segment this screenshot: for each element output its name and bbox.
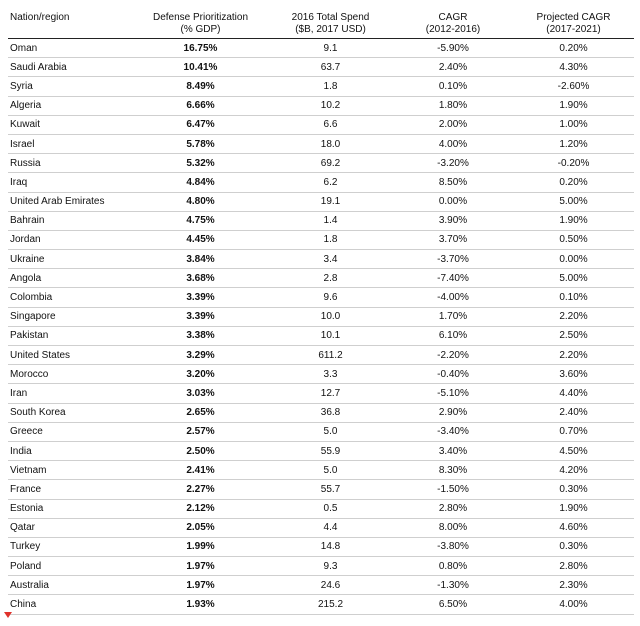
cell-projected-cagr: 0.20%: [513, 39, 634, 58]
cell-nation: Greece: [8, 422, 133, 441]
cell-nation: Australia: [8, 576, 133, 595]
cell-projected-cagr: 2.30%: [513, 576, 634, 595]
cell-nation: Iraq: [8, 173, 133, 192]
cell-projected-cagr: 1.90%: [513, 499, 634, 518]
header-nation: [8, 12, 133, 39]
cell-defense-prioritization: 1.97%: [133, 557, 268, 576]
table-row: [8, 537, 634, 556]
cell-defense-prioritization: 2.12%: [133, 499, 268, 518]
header-defense-line1: Defense Prioritization: [152, 12, 249, 23]
defense-spending-table: [8, 12, 634, 615]
cell-total-spend: 19.1: [268, 192, 393, 211]
table-row: [8, 480, 634, 499]
cell-projected-cagr: 0.50%: [513, 230, 634, 249]
cell-total-spend: 36.8: [268, 403, 393, 422]
table-row: [8, 96, 634, 115]
cell-total-spend: 12.7: [268, 384, 393, 403]
cell-cagr: 1.80%: [393, 96, 513, 115]
cell-nation: Pakistan: [8, 326, 133, 345]
cell-defense-prioritization: 4.75%: [133, 211, 268, 230]
cell-total-spend: 69.2: [268, 154, 393, 173]
red-triangle-icon: [4, 612, 12, 618]
table-row: [8, 365, 634, 384]
cell-defense-prioritization: 2.50%: [133, 441, 268, 460]
cell-cagr: 4.00%: [393, 134, 513, 153]
cell-defense-prioritization: 3.20%: [133, 365, 268, 384]
cell-total-spend: 55.9: [268, 441, 393, 460]
cell-defense-prioritization: 4.84%: [133, 173, 268, 192]
cell-cagr: -7.40%: [393, 269, 513, 288]
cell-nation: Turkey: [8, 537, 133, 556]
cell-projected-cagr: 2.20%: [513, 346, 634, 365]
cell-cagr: -3.20%: [393, 154, 513, 173]
cell-total-spend: 3.3: [268, 365, 393, 384]
cell-projected-cagr: 5.00%: [513, 269, 634, 288]
cell-projected-cagr: 4.60%: [513, 518, 634, 537]
header-cagr-line1: CAGR: [438, 12, 468, 23]
cell-nation: Algeria: [8, 96, 133, 115]
cell-cagr: -3.80%: [393, 537, 513, 556]
cell-cagr: 8.30%: [393, 461, 513, 480]
cell-nation: Ukraine: [8, 250, 133, 269]
cell-defense-prioritization: 4.45%: [133, 230, 268, 249]
defense-table-container: [8, 12, 634, 615]
cell-cagr: 6.10%: [393, 326, 513, 345]
cell-defense-prioritization: 1.93%: [133, 595, 268, 614]
cell-nation: China: [8, 595, 133, 614]
cell-projected-cagr: 1.00%: [513, 115, 634, 134]
cell-nation: Jordan: [8, 230, 133, 249]
cell-defense-prioritization: 3.68%: [133, 269, 268, 288]
cell-cagr: 0.00%: [393, 192, 513, 211]
table-header: [8, 12, 634, 39]
cell-nation: India: [8, 441, 133, 460]
cell-projected-cagr: 1.90%: [513, 211, 634, 230]
cell-projected-cagr: 0.30%: [513, 537, 634, 556]
cell-defense-prioritization: 2.27%: [133, 480, 268, 499]
cell-cagr: -4.00%: [393, 288, 513, 307]
header-spend-line1: 2016 Total Spend: [291, 12, 370, 23]
cell-defense-prioritization: 2.05%: [133, 518, 268, 537]
cell-total-spend: 6.2: [268, 173, 393, 192]
cell-defense-prioritization: 3.84%: [133, 250, 268, 269]
cell-nation: Singapore: [8, 307, 133, 326]
cell-projected-cagr: 4.30%: [513, 58, 634, 77]
cell-projected-cagr: 1.20%: [513, 134, 634, 153]
cell-total-spend: 14.8: [268, 537, 393, 556]
cell-cagr: -2.20%: [393, 346, 513, 365]
cell-cagr: 2.00%: [393, 115, 513, 134]
cell-cagr: 3.90%: [393, 211, 513, 230]
cell-total-spend: 6.6: [268, 115, 393, 134]
cell-projected-cagr: 0.20%: [513, 173, 634, 192]
table-row: [8, 576, 634, 595]
cell-total-spend: 5.0: [268, 422, 393, 441]
cell-nation: Syria: [8, 77, 133, 96]
cell-nation: Kuwait: [8, 115, 133, 134]
cell-defense-prioritization: 2.41%: [133, 461, 268, 480]
header-total-spend: [268, 12, 393, 39]
cell-cagr: -3.40%: [393, 422, 513, 441]
table-row: [8, 211, 634, 230]
cell-nation: Angola: [8, 269, 133, 288]
cell-projected-cagr: 2.80%: [513, 557, 634, 576]
cell-projected-cagr: 0.30%: [513, 480, 634, 499]
header-proj-line2: (2017-2021): [546, 24, 601, 35]
table-row: [8, 288, 634, 307]
cell-nation: Vietnam: [8, 461, 133, 480]
cell-defense-prioritization: 5.78%: [133, 134, 268, 153]
header-defense-line2: (% GDP): [180, 24, 221, 35]
cell-total-spend: 4.4: [268, 518, 393, 537]
cell-defense-prioritization: 3.29%: [133, 346, 268, 365]
cell-defense-prioritization: 3.03%: [133, 384, 268, 403]
cell-total-spend: 63.7: [268, 58, 393, 77]
table-row: [8, 115, 634, 134]
cell-total-spend: 0.5: [268, 499, 393, 518]
cell-total-spend: 1.8: [268, 230, 393, 249]
cell-projected-cagr: 2.50%: [513, 326, 634, 345]
table-row: [8, 192, 634, 211]
cell-defense-prioritization: 3.39%: [133, 307, 268, 326]
cell-cagr: -1.30%: [393, 576, 513, 595]
cell-defense-prioritization: 6.66%: [133, 96, 268, 115]
cell-defense-prioritization: 8.49%: [133, 77, 268, 96]
cell-projected-cagr: 4.00%: [513, 595, 634, 614]
cell-cagr: 3.40%: [393, 441, 513, 460]
table-row: [8, 499, 634, 518]
cell-cagr: 1.70%: [393, 307, 513, 326]
cell-projected-cagr: 2.40%: [513, 403, 634, 422]
cell-nation: France: [8, 480, 133, 499]
cell-total-spend: 2.8: [268, 269, 393, 288]
cell-projected-cagr: 5.00%: [513, 192, 634, 211]
cell-defense-prioritization: 6.47%: [133, 115, 268, 134]
header-projected-cagr: [513, 12, 634, 39]
header-defense-prioritization: [133, 12, 268, 39]
cell-nation: Qatar: [8, 518, 133, 537]
cell-defense-prioritization: 4.80%: [133, 192, 268, 211]
table-row: [8, 326, 634, 345]
cell-cagr: 8.00%: [393, 518, 513, 537]
cell-cagr: 2.90%: [393, 403, 513, 422]
table-row: [8, 77, 634, 96]
cell-projected-cagr: -0.20%: [513, 154, 634, 173]
cell-nation: Saudi Arabia: [8, 58, 133, 77]
table-row: [8, 557, 634, 576]
cell-defense-prioritization: 10.41%: [133, 58, 268, 77]
table-row: [8, 154, 634, 173]
cell-cagr: 8.50%: [393, 173, 513, 192]
cell-nation: Estonia: [8, 499, 133, 518]
cell-total-spend: 10.2: [268, 96, 393, 115]
cell-defense-prioritization: 1.99%: [133, 537, 268, 556]
table-row: [8, 250, 634, 269]
cell-projected-cagr: 0.70%: [513, 422, 634, 441]
cell-total-spend: 10.1: [268, 326, 393, 345]
cell-projected-cagr: 0.10%: [513, 288, 634, 307]
cell-defense-prioritization: 5.32%: [133, 154, 268, 173]
cell-projected-cagr: 1.90%: [513, 96, 634, 115]
cell-total-spend: 3.4: [268, 250, 393, 269]
cell-total-spend: 611.2: [268, 346, 393, 365]
cell-defense-prioritization: 16.75%: [133, 39, 268, 58]
cell-projected-cagr: 4.40%: [513, 384, 634, 403]
header-spend-line2: ($B, 2017 USD): [295, 24, 366, 35]
table-row: [8, 595, 634, 614]
cell-total-spend: 5.0: [268, 461, 393, 480]
header-cagr-line2: (2012-2016): [425, 24, 481, 35]
cell-cagr: -0.40%: [393, 365, 513, 384]
cell-defense-prioritization: 3.39%: [133, 288, 268, 307]
cell-cagr: -3.70%: [393, 250, 513, 269]
cell-cagr: 2.80%: [393, 499, 513, 518]
cell-nation: Oman: [8, 39, 133, 58]
table-row: [8, 384, 634, 403]
cell-total-spend: 10.0: [268, 307, 393, 326]
table-row: [8, 173, 634, 192]
cell-projected-cagr: 3.60%: [513, 365, 634, 384]
table-row: [8, 441, 634, 460]
table-row: [8, 422, 634, 441]
cell-nation: Israel: [8, 134, 133, 153]
cell-projected-cagr: -2.60%: [513, 77, 634, 96]
header-nation-label: Nation/region: [10, 12, 70, 23]
table-row: [8, 58, 634, 77]
cell-projected-cagr: 2.20%: [513, 307, 634, 326]
cell-total-spend: 1.8: [268, 77, 393, 96]
cell-cagr: 0.80%: [393, 557, 513, 576]
cell-projected-cagr: 4.50%: [513, 441, 634, 460]
cell-cagr: -5.10%: [393, 384, 513, 403]
table-row: [8, 403, 634, 422]
cell-cagr: 2.40%: [393, 58, 513, 77]
cell-total-spend: 55.7: [268, 480, 393, 499]
cell-nation: Iran: [8, 384, 133, 403]
cell-nation: United Arab Emirates: [8, 192, 133, 211]
cell-nation: Colombia: [8, 288, 133, 307]
cell-nation: Bahrain: [8, 211, 133, 230]
cell-total-spend: 24.6: [268, 576, 393, 595]
table-row: [8, 134, 634, 153]
cell-total-spend: 9.3: [268, 557, 393, 576]
cell-projected-cagr: 4.20%: [513, 461, 634, 480]
cell-defense-prioritization: 3.38%: [133, 326, 268, 345]
cell-cagr: 0.10%: [393, 77, 513, 96]
cell-total-spend: 18.0: [268, 134, 393, 153]
cell-total-spend: 9.6: [268, 288, 393, 307]
cell-nation: Morocco: [8, 365, 133, 384]
cell-defense-prioritization: 2.65%: [133, 403, 268, 422]
cell-defense-prioritization: 1.97%: [133, 576, 268, 595]
table-row: [8, 346, 634, 365]
table-row: [8, 39, 634, 58]
table-row: [8, 307, 634, 326]
table-row: [8, 461, 634, 480]
cell-nation: United States: [8, 346, 133, 365]
cell-cagr: 3.70%: [393, 230, 513, 249]
cell-nation: Russia: [8, 154, 133, 173]
cell-nation: Poland: [8, 557, 133, 576]
header-row: [8, 12, 634, 39]
table-row: [8, 518, 634, 537]
cell-total-spend: 9.1: [268, 39, 393, 58]
cell-defense-prioritization: 2.57%: [133, 422, 268, 441]
table-body: [8, 39, 634, 615]
cell-nation: South Korea: [8, 403, 133, 422]
cell-projected-cagr: 0.00%: [513, 250, 634, 269]
table-row: [8, 230, 634, 249]
table-row: [8, 269, 634, 288]
cell-total-spend: 1.4: [268, 211, 393, 230]
cell-cagr: -5.90%: [393, 39, 513, 58]
cell-cagr: -1.50%: [393, 480, 513, 499]
header-cagr: [393, 12, 513, 39]
cell-total-spend: 215.2: [268, 595, 393, 614]
cell-cagr: 6.50%: [393, 595, 513, 614]
header-proj-line1: Projected CAGR: [536, 12, 611, 23]
